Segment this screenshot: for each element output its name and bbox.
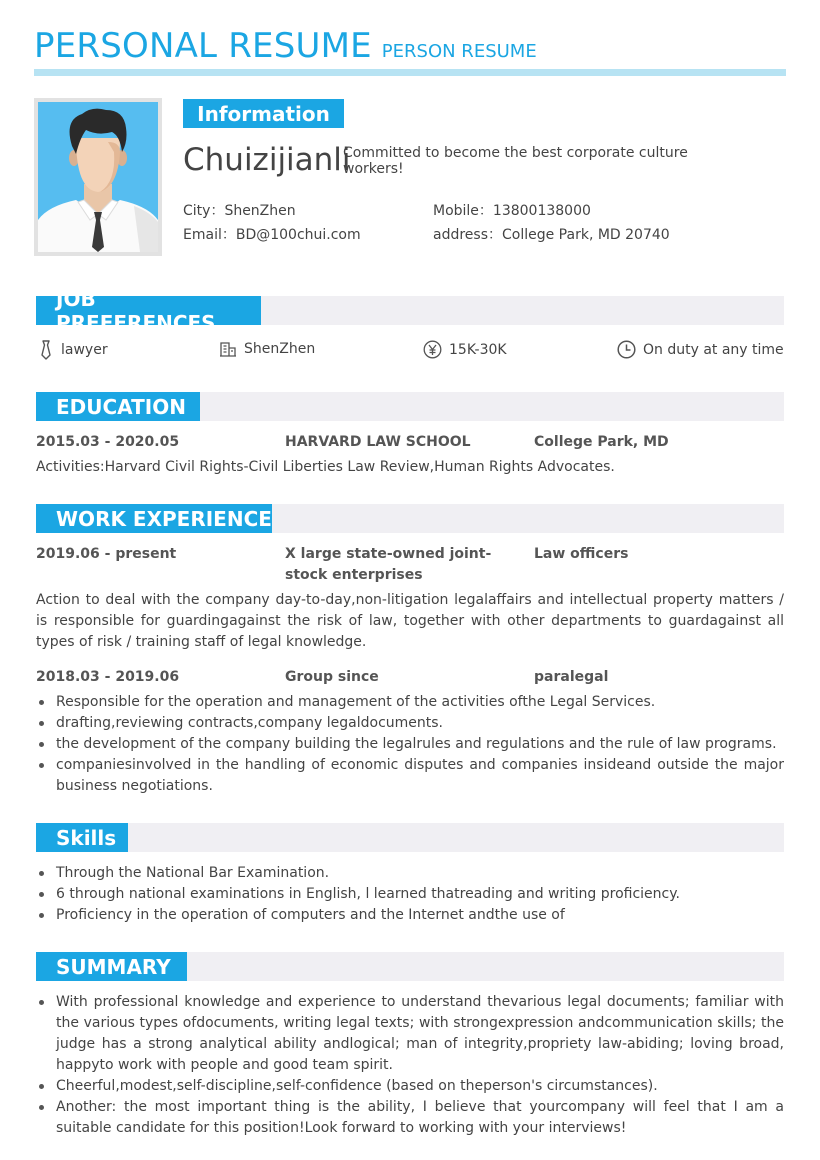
contact-address: address：College Park, MD 20740 — [433, 227, 670, 243]
job-preferences-header — [36, 286, 784, 335]
resume-header — [34, 26, 537, 66]
list-item: the development of the company building the legalrules and regulations and the rule of law programs. — [36, 734, 784, 755]
candidate-name: Chuizijianli — [183, 142, 351, 178]
pref-availability — [617, 340, 784, 359]
education-activities: Activities:Harvard Civil Rights-Civil Liberties Law Review,Human Rights Advocates. — [36, 459, 615, 475]
skills-title: Skills — [36, 823, 128, 852]
list-item: Through the National Bar Examination. — [36, 863, 784, 884]
person-avatar-icon — [38, 102, 158, 252]
education-period: 2015.03 - 2020.05 — [36, 434, 180, 450]
list-item: drafting,reviewing contracts,company legaldocuments. — [36, 713, 784, 734]
building-icon — [219, 340, 237, 358]
job-preferences-title: JOB PREFERENCES — [36, 296, 261, 325]
job-1-role: Law officers — [534, 546, 629, 562]
clock-icon — [617, 340, 636, 359]
job-1-company: X large state-owned joint-stock enterprises — [285, 546, 492, 583]
education-title: EDUCATION — [36, 392, 200, 421]
list-item: Another: the most important thing is the ability, I believe that yourcompany will feel that I am a suitable candidate for this position!Look forward to working with your interviews! — [36, 1097, 784, 1139]
pref-salary — [423, 340, 507, 359]
page-title: PERSONAL RESUME — [34, 26, 372, 66]
information-label: Information — [183, 99, 344, 128]
pref-position — [38, 340, 108, 360]
contact-city: City：ShenZhen — [183, 203, 296, 219]
summary-list — [36, 992, 784, 1139]
list-item: Cheerful,modest,self-discipline,self-confidence (based on theperson's circumstances). — [36, 1076, 784, 1097]
job-2-period: 2018.03 - 2019.06 — [36, 669, 180, 685]
pref-availability-text: On duty at any time — [643, 341, 784, 358]
list-item: Proficiency in the operation of computers and the Internet andthe use of — [36, 905, 784, 926]
skills-header — [36, 823, 784, 852]
list-item: companiesinvolved in the handling of economic disputes and companies insideand outside the major business negotiations. — [36, 755, 784, 797]
work-experience-header — [36, 504, 784, 533]
candidate-motto: Committed to become the best corporate culture workers! — [343, 145, 688, 177]
job-2-bullets — [36, 692, 784, 797]
yen-icon — [423, 340, 442, 359]
job-1-period: 2019.06 - present — [36, 546, 177, 562]
education-header — [36, 392, 784, 421]
profile-photo — [34, 98, 162, 256]
list-item: With professional knowledge and experience to understand thevarious legal documents; familiar with the various types ofdocuments, writing legal texts; with strongexpression andcommunication skills; the judge has a strong analytical ability andlogical; man of integrity,propriety law-abiding; loving broad, happyto work with people and good team spirit. — [36, 992, 784, 1076]
pref-position-text: lawyer — [61, 342, 108, 358]
summary-header — [36, 952, 784, 981]
job-1-description: Action to deal with the company day-to-day,non-litigation legalaffairs and intellectual property matters / is responsible for guardingagainst the risk of law, together with other departments to guardagainst all types of risk / training staff of legal knowledge. — [36, 592, 784, 650]
summary-title: SUMMARY — [36, 952, 187, 981]
list-item: Responsible for the operation and management of the activities ofthe Legal Services. — [36, 692, 784, 713]
skills-list — [36, 863, 784, 926]
work-experience-title: WORK EXPERIENCE — [36, 504, 272, 533]
education-school: HARVARD LAW SCHOOL — [285, 434, 471, 450]
pref-city-text: ShenZhen — [244, 341, 316, 357]
tie-icon — [38, 340, 54, 360]
page-subtitle: PERSON RESUME — [381, 41, 537, 62]
contact-email: Email：BD@100chui.com — [183, 227, 361, 243]
education-location: College Park, MD — [534, 434, 669, 450]
list-item: 6 through national examinations in English, l learned thatreading and writing proficiency. — [36, 884, 784, 905]
pref-city — [219, 340, 315, 358]
contact-mobile: Mobile：13800138000 — [433, 203, 591, 219]
job-2-company: Group since — [285, 669, 379, 685]
job-2-role: paralegal — [534, 669, 609, 685]
header-divider — [34, 69, 786, 76]
pref-salary-text: 15K-30K — [449, 341, 507, 358]
